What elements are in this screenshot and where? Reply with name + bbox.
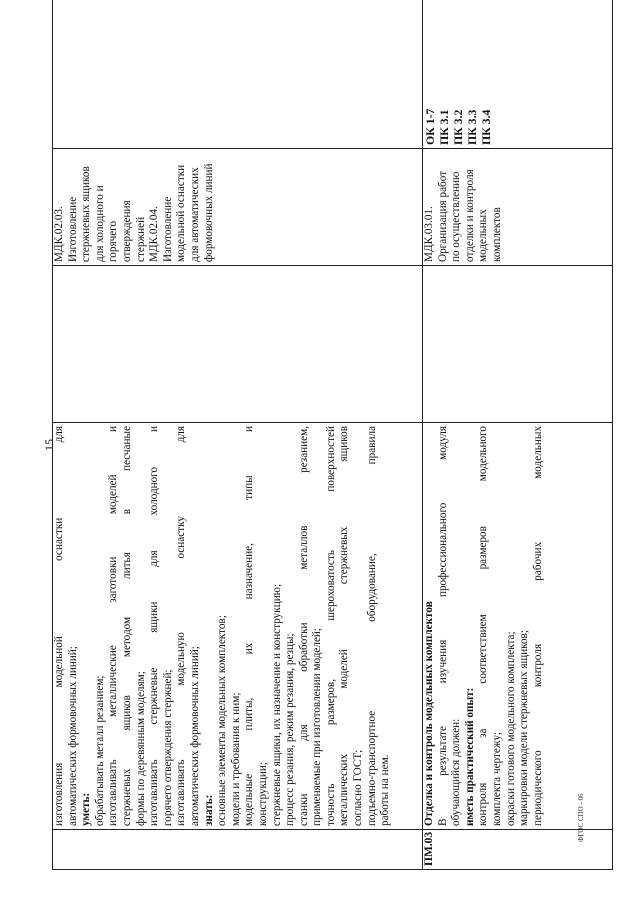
text-line: изготавливать металлические заготовки моделей и <box>107 426 120 826</box>
text-line: ПК 3.4 <box>479 109 493 145</box>
text-line: модели и требования к ним; <box>229 692 242 826</box>
table-row <box>423 0 613 870</box>
text-line: комплектов <box>490 207 503 262</box>
text-line: обрабатывать металл резанием; <box>93 675 106 826</box>
text-line: горячего <box>107 220 120 262</box>
text-line: окраски готового модельного комплекта; <box>504 631 517 826</box>
text-line: модельной оснастки <box>175 164 188 262</box>
text-line: МДК.02.03. <box>53 206 65 262</box>
text-line: автоматических формовочных линий; <box>66 646 79 826</box>
module-code-cell: ПМ.03 <box>423 830 613 870</box>
text-line: МДК.03.01. <box>423 206 435 262</box>
course-cell <box>53 149 423 266</box>
text-line: контроля за соответствием размеров модельного <box>477 426 490 826</box>
text-line: подъемно-транспортное оборудование, правила <box>365 426 378 826</box>
text-line: обучающийся должен: <box>450 718 463 826</box>
text-line: стержневых ящиков методом литья в песчаные <box>120 426 133 826</box>
footer-label: ФГОС СПО - 06 <box>577 793 585 842</box>
text-line: конструкции; <box>256 762 269 826</box>
text-line: основные элементы модельных комплектов; <box>216 615 229 826</box>
text-line: стержней <box>134 216 147 262</box>
text-line: работы на нем. <box>379 754 392 826</box>
empty-cell <box>423 266 613 423</box>
text-line: Организация работ <box>436 170 449 262</box>
text-line: В результате изучения профессионального модуля <box>436 426 449 826</box>
text-line: маркировки модели стержневых ящиков; <box>518 630 531 826</box>
text-line: уметь: <box>80 792 93 826</box>
text-line: изготавливать стержневые ящики для холодного и <box>148 426 161 826</box>
text-line: Отделка и контроль модельных комплектов <box>423 601 435 826</box>
text-line: комплекта чертежу; <box>490 731 503 826</box>
empty-cell <box>53 266 423 423</box>
text-line: для холодного и <box>93 185 106 262</box>
course-cell <box>423 149 613 266</box>
text-line: иметь практический опыт: <box>463 687 476 826</box>
text-line: изготавливать модельную оснастку для <box>175 426 188 826</box>
module-code-cell <box>53 830 423 870</box>
text-line: применяемые при изготовлении моделей; <box>311 627 324 826</box>
text-line: стержневых ящиков <box>80 166 93 262</box>
text-line: для автоматических <box>188 167 201 262</box>
text-line: согласно ГОСТ; <box>352 749 365 826</box>
text-line: Изготовление <box>66 196 79 262</box>
text-line: металлических моделей стержневых ящиков <box>338 426 351 826</box>
content-cell <box>53 423 423 830</box>
competence-cell <box>53 0 423 149</box>
text-line: модельные плиты, их назначение, типы и <box>243 426 256 826</box>
text-line: горячего отверждения стержней; <box>161 669 174 826</box>
text-line: знать: <box>202 794 215 826</box>
text-line: автоматических формовочных линий; <box>188 646 201 826</box>
text-line: по осуществлению <box>450 171 463 262</box>
text-line: точность размеров, шероховатость поверхностей <box>324 426 337 826</box>
text-line: модельных <box>477 209 490 262</box>
text-line: МДК.02.04. <box>148 206 161 262</box>
text-line: станки для обработки металлов резанием, <box>297 426 310 826</box>
content-cell <box>423 423 613 830</box>
competence-cell <box>423 0 613 149</box>
text-line: Изготовление <box>161 196 174 262</box>
text-line: процесс резания, режим резания, резцы; <box>284 633 297 826</box>
text-line: стержневые ящики, их назначение и конструкцию; <box>270 583 283 826</box>
curriculum-table <box>52 0 613 870</box>
page-number: 15 <box>42 439 56 451</box>
text-line: отверждения <box>120 200 133 262</box>
text-line: отделки и контроля <box>463 169 476 262</box>
text-line: изготовления модельной оснастки для <box>53 426 65 826</box>
text-line: формовочных линий <box>202 163 215 262</box>
table-row <box>53 0 423 870</box>
text-line: ПК 3.2 <box>451 109 465 145</box>
rotated-page <box>52 30 612 870</box>
text-line: формы по деревянным моделям; <box>134 671 147 826</box>
text-line: ОК 1-7 <box>423 108 437 145</box>
text-line: ПК 3.1 <box>437 109 451 145</box>
text-line: ПК 3.3 <box>465 109 479 145</box>
text-line: периодического контроля рабочих модельных <box>531 426 544 826</box>
